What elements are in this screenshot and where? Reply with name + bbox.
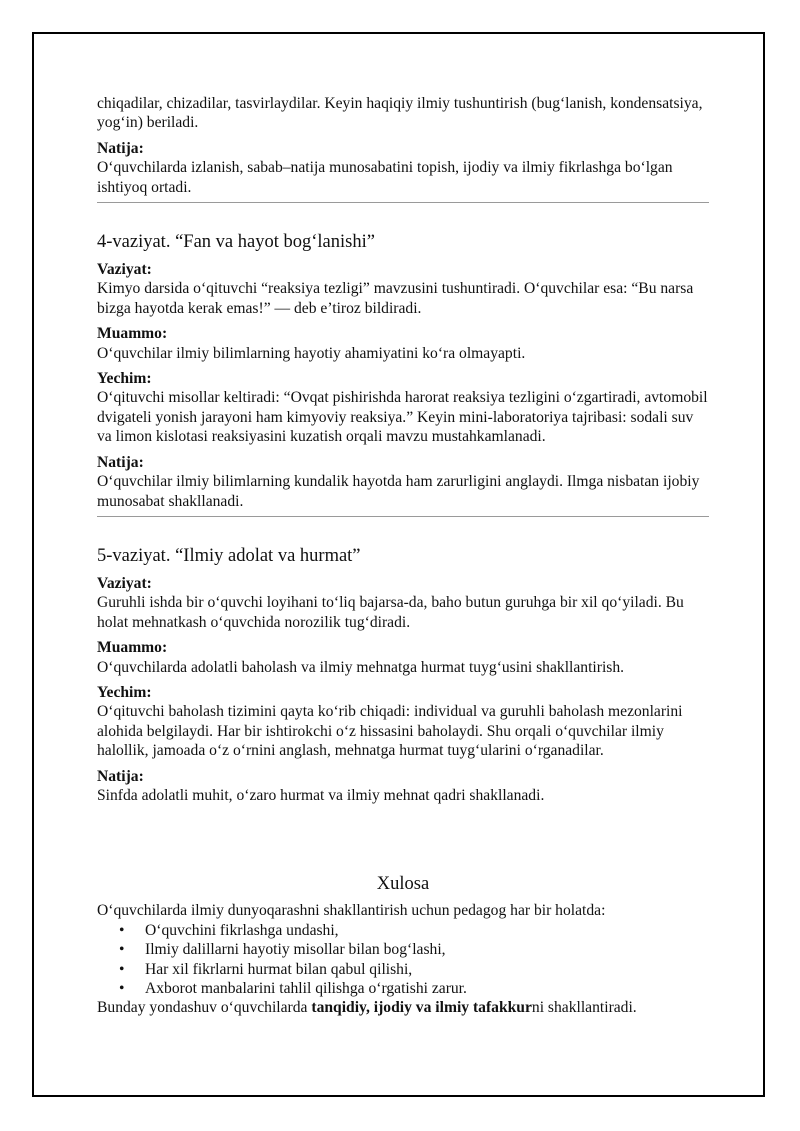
case5-muammo-text: O‘quvchilarda adolatli baholash va ilmiy mehnatga hurmat tuyg‘usini shakllantirish. (97, 658, 625, 676)
conclusion-final (97, 998, 709, 1017)
conclusion-final-emphasis: tanqidiy, ijodiy va ilmiy tafakkur (311, 999, 532, 1017)
document-body (97, 94, 709, 1018)
case4-muammo-label: Muammo: (97, 325, 168, 343)
case4-heading: 4-vaziyat. “Fan va hayot bog‘lanishi” (97, 232, 375, 253)
conclusion-section (97, 873, 709, 1017)
conclusion-final-start: Bunday yondashuv o‘quvchilarda (97, 999, 312, 1017)
conclusion-heading: Xulosa (376, 874, 430, 895)
conclusion-final-end: ni shakllantiradi. (531, 999, 637, 1017)
case5-yechim-label: Yechim: (97, 683, 152, 701)
case4-section (97, 231, 709, 517)
conclusion-intro: O‘quvchilarda ilmiy dunyoqarashni shakllantirish uchun pedagog har bir holatda: (97, 902, 606, 920)
case5-heading: 5-vaziyat. “Ilmiy adolat va hurmat” (97, 545, 361, 566)
section-divider (97, 516, 709, 517)
case4-muammo-text: O‘quvchilar ilmiy bilimlarning hayotiy ahamiyatini ko‘ra olmayapti. (97, 344, 526, 362)
list-item: • Axborot manbalarini tahlil qilishga o‘rgatishi zarur. (145, 979, 709, 998)
case4-vaziyat-label: Vaziyat: (97, 261, 152, 279)
vertical-spacer (97, 805, 709, 873)
case3-tail (97, 94, 709, 203)
case3-continuation-text: chiqadilar, chizadilar, tasvirlaydilar. Keyin haqiqiy ilmiy tushuntirish (bug‘lanish, kondensatsiya, yog‘in) beriladi. (97, 95, 703, 132)
case5-section (97, 545, 709, 805)
case5-natija-label: Natija: (97, 767, 144, 785)
list-item: • Har xil fikrlarni hurmat bilan qabul qilishi, (145, 960, 709, 979)
case4-vaziyat-text: Kimyo darsida o‘qituvchi “reaksiya tezligi” mavzusini tushuntiradi. O‘quvchilar esa: “Bu narsa bizga hayotda kerak emas!” — deb e’tiroz bildiradi. (97, 280, 694, 317)
conclusion-list (97, 921, 709, 999)
case5-vaziyat-text: Guruhli ishda bir o‘quvchi loyihani to‘liq bajarsa-da, baho butun guruhga bir xil qo‘yiladi. Bu holat mehnatkash o‘quvchida norozilik tug‘diradi. (97, 594, 684, 631)
case5-vaziyat-label: Vaziyat: (97, 574, 152, 592)
case5-yechim-text: O‘qituvchi baholash tizimini qayta ko‘rib chiqadi: individual va guruhli baholash mezonlarini alohida belgilaydi. Har bir ishtirokchi o‘z hissasini baholaydi. Shu orqali o‘quvchilar ilmiy halollik, jamoada o‘z o‘rnini anglash, mehnatga hurmat tuyg‘ularini o‘rganadilar. (97, 703, 683, 760)
case4-yechim-text: O‘qituvchi misollar keltiradi: “Ovqat pishirishda harorat reaksiya tezligini o‘zgartiradi, avtomobil dvigateli yonish jarayoni ham kimyoviy reaksiya.” Keyin mini-laboratoriya tajribasi: sodali suv va limon kislotasi reaksiyasini kuzatish orqali mavzu mustahkamlanadi. (97, 389, 708, 446)
case5-muammo-label: Muammo: (97, 639, 168, 657)
section-divider (97, 202, 709, 203)
case3-natija-text: O‘quvchilarda izlanish, sabab–natija munosabatini topish, ijodiy va ilmiy fikrlashga bo‘lgan ishtiyoq ortadi. (97, 159, 673, 196)
list-item: • O‘quvchini fikrlashga undashi, (145, 921, 709, 940)
case4-natija-label: Natija: (97, 453, 144, 471)
case3-natija-label: Natija: (97, 139, 144, 157)
case5-natija-text: Sinfda adolatli muhit, o‘zaro hurmat va ilmiy mehnat qadri shakllanadi. (97, 786, 545, 804)
list-item: • Ilmiy dalillarni hayotiy misollar bilan bog‘lashi, (145, 940, 709, 959)
case4-yechim-label: Yechim: (97, 370, 152, 388)
case4-natija-text: O‘quvchilar ilmiy bilimlarning kundalik hayotda ham zarurligini anglaydi. Ilmga nisbatan ijobiy munosabat shakllanadi. (97, 473, 700, 510)
